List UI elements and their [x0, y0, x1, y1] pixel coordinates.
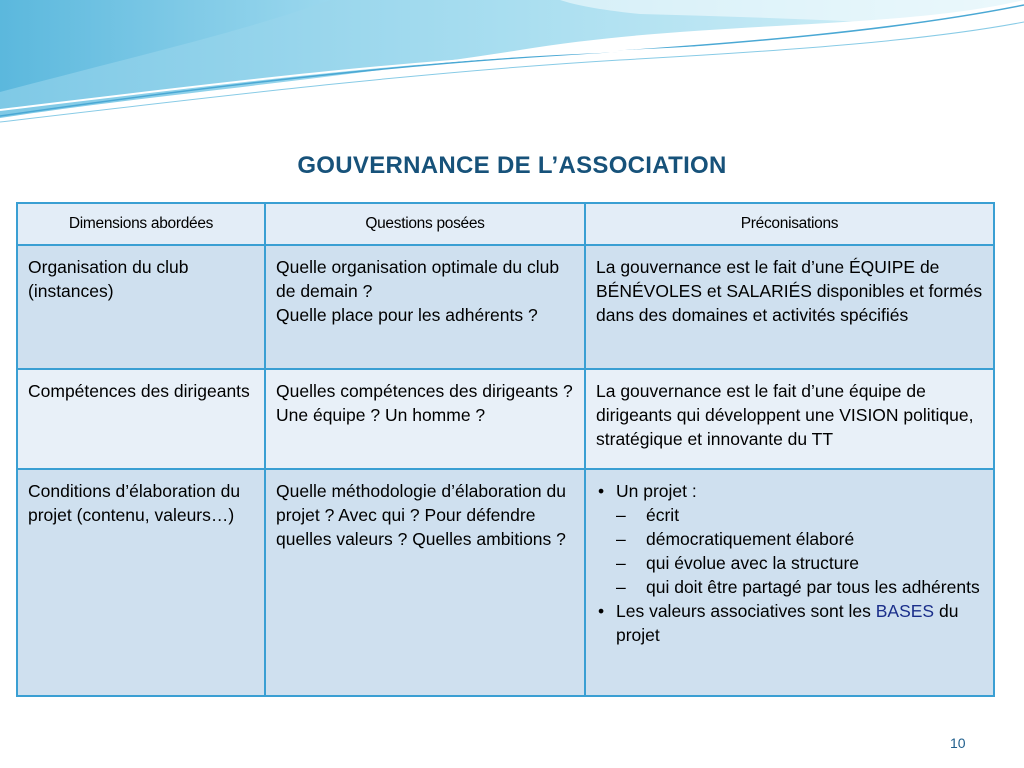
sub-list-item: – qui doit être partagé par tous les adhérents [646, 575, 983, 599]
slide-title: GOUVERNANCE DE L’ASSOCIATION [297, 152, 727, 179]
column-header-preconisations: Préconisations [585, 203, 994, 245]
table-row [17, 369, 994, 469]
bullet-text: Les valeurs associatives sont les [616, 601, 876, 621]
bullet-item [616, 479, 983, 599]
sub-list-item: – qui évolue avec la structure [646, 551, 983, 575]
cell-text: Quelle organisation optimale du club de demain ? [276, 257, 560, 301]
column-header-questions: Questions posées [265, 203, 585, 245]
cell-dimension [17, 245, 265, 369]
bullet-text: du projet [616, 601, 959, 645]
bullet-item [616, 599, 983, 647]
bullet-text: Un projet : [616, 481, 697, 501]
cell-text: Organisation du club [28, 257, 189, 277]
sub-list-item: – écrit [646, 503, 983, 527]
cell-questions: Quelles compétences des dirigeants ? Une équipe ? Un homme ? [265, 369, 585, 469]
cell-dimension: Compétences des dirigeants [17, 369, 265, 469]
cell-preconisation: La gouvernance est le fait d’une équipe de dirigeants qui développent une VISION politique, stratégique et innovante du TT [585, 369, 994, 469]
column-header-dimensions: Dimensions abordées [17, 203, 265, 245]
sub-list-item: – démocratiquement élaboré [646, 527, 983, 551]
cell-text: Quelle place pour les adhérents ? [276, 305, 538, 325]
cell-questions [265, 245, 585, 369]
cell-preconisation [585, 469, 994, 696]
dash-sub-list [616, 503, 983, 599]
page-number: 10 [950, 735, 966, 751]
table-header-row [17, 203, 994, 245]
cell-questions: Quelle méthodologie d’élaboration du projet ? Avec qui ? Pour défendre quelles valeurs ? Quelles ambitions ? [265, 469, 585, 696]
table-row [17, 469, 994, 696]
cell-preconisation: La gouvernance est le fait d’une ÉQUIPE de BÉNÉVOLES et SALARIÉS disponibles et formés dans des domaines et activités spécifiés [585, 245, 994, 369]
cell-dimension: Conditions d’élaboration du projet (contenu, valeurs…) [17, 469, 265, 696]
table-row [17, 245, 994, 369]
governance-table [16, 202, 995, 697]
preconisation-bullet-list [596, 479, 983, 647]
highlighted-word: BASES [875, 601, 935, 621]
decorative-wave-banner [0, 0, 1024, 130]
cell-text: (instances) [28, 281, 114, 301]
